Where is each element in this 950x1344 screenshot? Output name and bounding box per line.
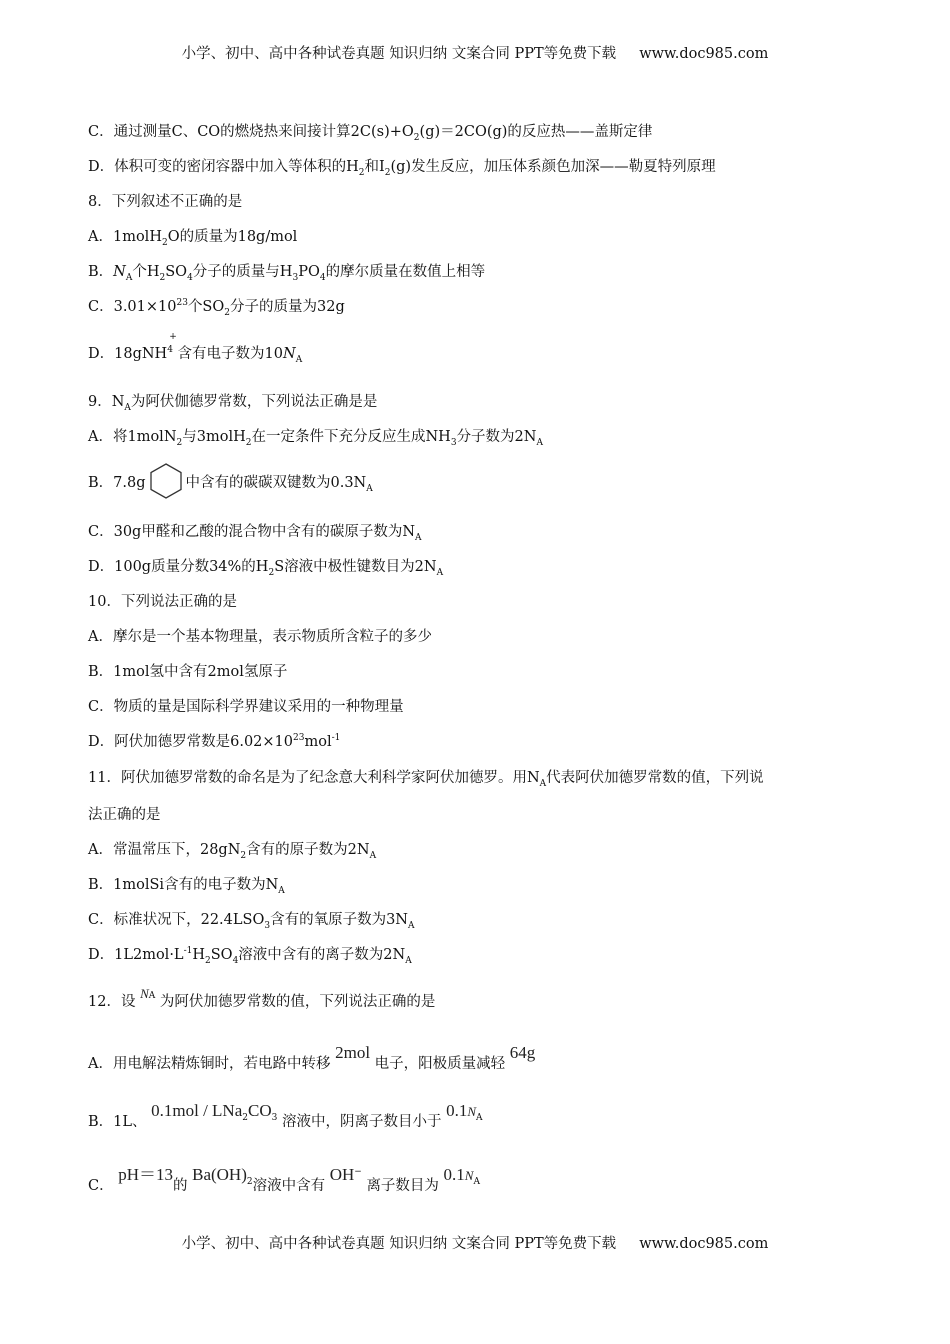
q12-option-a: A．用电解法精炼铜时，若电路中转移 2mol 电子，阳极质量减轻 64g <box>88 1043 536 1072</box>
q10-option-c: C．物质的量是国际科学界建议采用的一种物理量 <box>88 699 404 715</box>
footer-link[interactable]: www.doc985.com <box>639 1236 769 1252</box>
page-footer <box>0 1232 950 1253</box>
q8-stem: 8．下列叙述不正确的是 <box>88 194 243 210</box>
q10-stem: 10．下列说法正确的是 <box>88 594 237 610</box>
q9-option-b: B．7.8g 中含有的碳碳双键数为$0.3N_A$ <box>88 462 880 504</box>
q10-option-d: D．阿伏加德罗常数是$6.02\times 10^{23}mol^{-1}$ <box>88 733 341 750</box>
q8-option-d: D．18gNH + $^4$ 含有电子数为$10N_A$ <box>88 332 303 365</box>
q10-option-b: B．1mol氢中含有2mol氢原子 <box>88 664 288 680</box>
q8-option-c: C．$3.01\times 10^{23}$个$SO_2$分子的质量为32g <box>88 298 345 318</box>
q9-option-c: C．30g甲醛和乙酸的混合物中含有的碳原子数为$N_A$ <box>88 524 422 543</box>
header-link[interactable]: www.doc985.com <box>639 46 769 62</box>
q8-option-a: A．1molH$_2$O的质量为18g/mol <box>88 229 298 248</box>
footer-text: 小学、初中、高中各种试卷真题 知识归纳 文案合同 PPT等免费下载 <box>181 1236 617 1252</box>
q12-option-c: C． pH＝13的 Ba(OH)$^2$溶液中含有 OH− 离子数目为 $0.1N^A$ <box>88 1165 480 1194</box>
q10-option-a: A．摩尔是一个基本物理量，表示物质所含粒子的多少 <box>88 629 432 645</box>
q11-option-b: B．1molSi含有的电子数为$N_A$ <box>88 877 285 896</box>
q9-option-a: A．将1molN$_2$与3molH$_2$在一定条件下充分反应生成$NH_3$分子数为$2N_A$ <box>88 429 543 448</box>
q11-option-c: C．标准状况下，$22.4LSO_3$含有的氧原子数为$3N_A$ <box>88 912 415 931</box>
benzene-ring-icon <box>148 462 184 504</box>
q7-option-c: C．通过测量C、CO的燃烧热来间接计算$2C(s)+O_2(g)=2CO(g)$的反应热——盖斯定律 <box>88 124 653 143</box>
q9-option-d: D．100g质量分数34%的$H_2S$溶液中极性键数目为$2N_A$ <box>88 559 444 578</box>
page-header <box>0 42 950 63</box>
q11-stem-line1: 11．阿伏加德罗常数的命名是为了纪念意大利科学家阿伏加德罗。用$N_A$代表阿伏加德罗常数的值，下列说 <box>88 770 764 789</box>
q12-option-b: B．1L、 $0.1mol / LNa^2CO^3$ 溶液中，阴离子数目小于 $0.1N^A$ <box>88 1101 483 1130</box>
q9-stem: 9．$N_A$为阿伏伽德罗常数，下列说法正确是是 <box>88 394 378 413</box>
q11-option-a: A．常温常压下，$28gN_2$含有的原子数为$2N_A$ <box>88 842 377 861</box>
header-text: 小学、初中、高中各种试卷真题 知识归纳 文案合同 PPT等免费下载 <box>181 46 617 62</box>
q12-stem: 12．设 $N^A$ 为阿伏加德罗常数的值，下列说法正确的是 <box>88 986 436 1010</box>
q8-option-b: B．$N_A$个$H_2SO_4$分子的质量与$H_3PO_4$的摩尔质量在数值上相等 <box>88 264 486 283</box>
q11-stem-line2: 法正确的是 <box>88 807 161 823</box>
q11-option-d: D．$1L2mol\cdot L^{-1}H_2SO_4$溶液中含有的离子数为$2N_A$ <box>88 946 412 966</box>
q7-option-d: D．体积可变的密闭容器中加入等体积的$H_2$和$I_2(g)$发生反应，加压体系颜色加深——勒夏特列原理 <box>88 159 716 178</box>
